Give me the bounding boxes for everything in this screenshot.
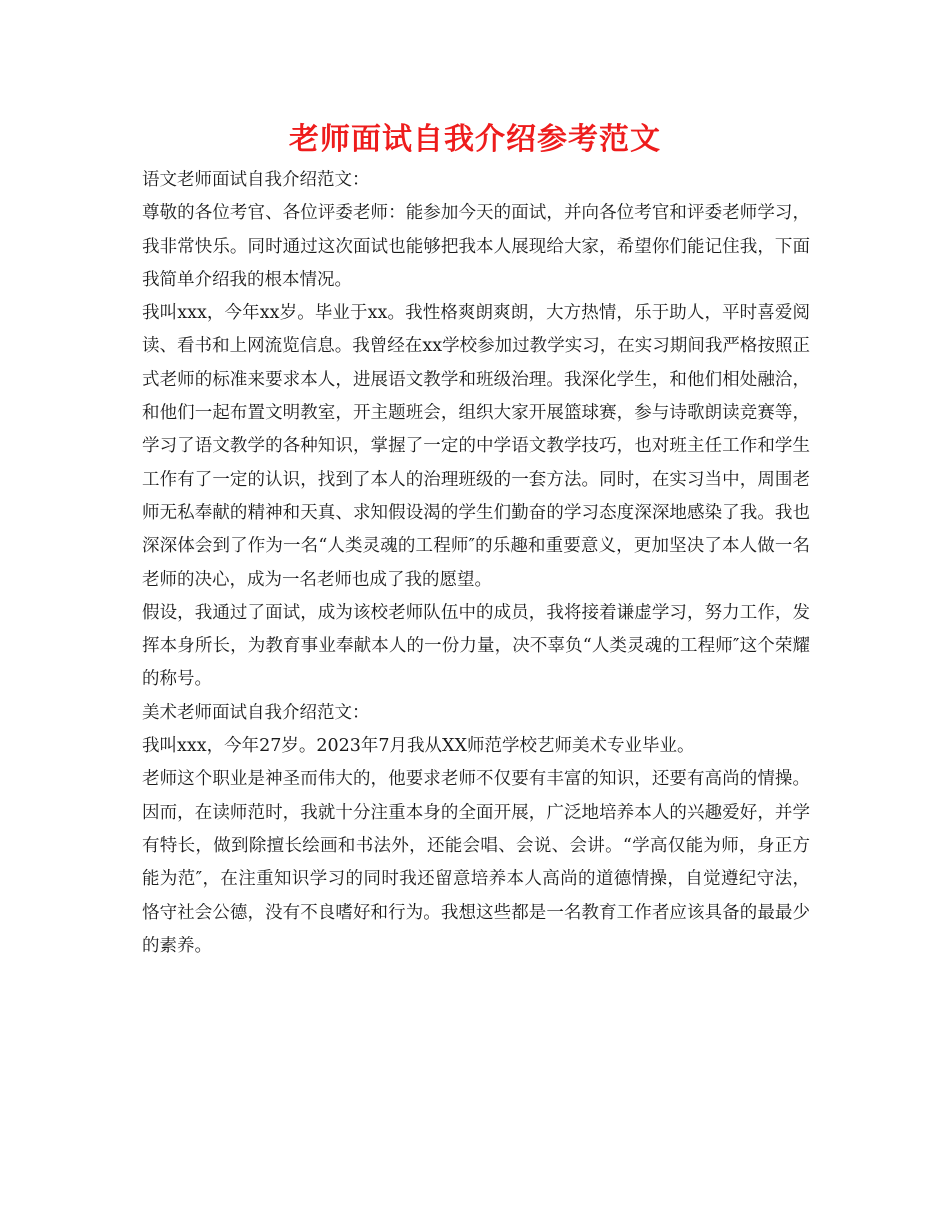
paragraph: 假设，我通过了面试，成为该校老师队伍中的成员，我将接着谦虚学习，努力工作，发挥本身所长，为教育事业奉献本人的一份力量，决不辜负“人类灵魂的工程师″这个荣耀的称号。: [142, 602, 810, 690]
section-heading-chinese-teacher: 语文老师面试自我介绍范文：: [142, 170, 370, 190]
paragraph: 我叫xxx，今年27岁。2023年7月我从XX师范学校艺师美术专业毕业。: [142, 736, 695, 757]
paragraph: 我叫xxx，今年xx岁。毕业于xx。我性格爽朗爽朗，大方热情，乐于助人，平时喜爱阅读、看书和上网流览信息。我曾经在xx学校参加过教学实习，在实习期间我严格按照正式老师的标准来要求本人，进展语文教学和班级治理。我深化学生，和他们相处融洽，和他们一起布置文明教室，开主题班会，组织大家开展篮球赛，参与诗歌朗读竞赛等，学习了语文教学的各种知识，掌握了一定的中学语文教学技巧，也对班主任工作和学生工作有了一定的认识，找到了本人的治理班级的一套方法。同时，在实习当中，周围老师无私奉献的精神和天真、求知假设渴的学生们勤奋的学习态度深深地感染了我。我也深深体会到了作为一名“人类灵魂的工程师″的乐趣和重要意义，更加坚决了本人做一名老师的决心，成为一名老师也成了我的愿望。: [142, 303, 810, 590]
document-title: 老师面试自我介绍参考范文: [289, 122, 661, 157]
paragraph: 尊敬的各位考官、各位评委老师：能参加今天的面试，并向各位考官和评委老师学习，我非常快乐。同时通过这次面试也能够把我本人展现给大家，希望你们能记住我，下面我简单介绍我的根本情况。: [142, 203, 810, 290]
paragraph: 老师这个职业是神圣而伟大的，他要求老师不仅要有丰富的知识，还要有高尚的情操。因而，在读师范时，我就十分注重本身的全面开展，广泛地培养本人的兴趣爱好，并学有特长，做到除擅长绘画和书法外，还能会唱、会说、会讲。“学高仅能为师，身正方能为范″，在注重知识学习的同时我还留意培养本人高尚的道德情操，自觉遵纪守法，恪守社会公德，没有不良嗜好和行为。我想这些都是一名教育工作者应该具备的最最少的素养。: [142, 769, 810, 956]
section-heading-art-teacher: 美术老师面试自我介绍范文：: [142, 702, 370, 723]
document-body: [142, 164, 810, 963]
